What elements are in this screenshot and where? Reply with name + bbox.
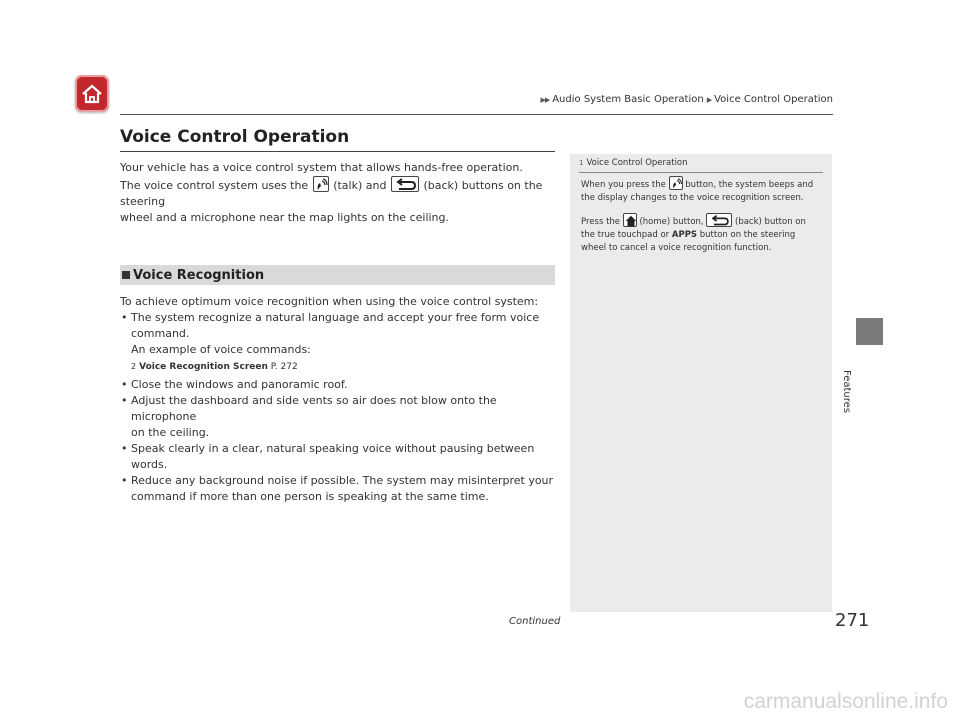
chapter-tab-label: Features (841, 370, 852, 413)
tips-list (120, 310, 555, 505)
bullet-icon: • (121, 311, 128, 324)
talk-button-icon (669, 176, 683, 190)
intro-paragraph: Your vehicle has a voice control system that allows hands-free operation. The voice control system uses the (talk) and (back) buttons on the steering wheel and a microphone near the map lights on the ceiling. (120, 161, 543, 224)
list-item: • Speak clearly in a clear, natural speaking voice without pausing between words. (121, 442, 535, 471)
home-glyph-icon (80, 82, 104, 106)
list-item: • Adjust the dashboard and side vents so air does not blow onto the microphone on the ceiling. (121, 394, 497, 439)
breadcrumb-arrow-icon: ▶▶ (540, 95, 550, 104)
breadcrumb-arrow-icon: ▶ (706, 95, 712, 104)
reference-arrow-icon: 2 (131, 362, 137, 371)
section-heading: Voice Recognition (120, 265, 555, 285)
list-item: • Close the windows and panoramic roof. (121, 378, 348, 391)
notes-body: When you press the button, the system beeps and the display changes to the voice recognition screen. Press the (home) button, (back) button on the true touchpad or APPS button on the steering wheel to cancel a voice recognition function. (579, 172, 823, 255)
notes-panel (570, 154, 832, 612)
bullet-icon: • (121, 442, 128, 455)
bullet-icon: • (121, 394, 128, 407)
back-button-icon (391, 176, 419, 192)
back-button-icon (706, 213, 732, 227)
page-number: 271 (835, 610, 870, 631)
breadcrumb-item[interactable]: Voice Control Operation (714, 94, 833, 105)
page-title: Voice Control Operation (120, 127, 555, 152)
continued-label: Continued (509, 616, 561, 627)
bullet-icon: • (121, 474, 128, 487)
apps-label: APPS (671, 230, 698, 240)
home-icon[interactable] (75, 75, 109, 112)
list-item: • Reduce any background noise if possible. The system may misinterpret your command if more than one person is speaking at the same time. (121, 474, 554, 503)
breadcrumb-item[interactable]: Audio System Basic Operation (552, 94, 704, 105)
list-item: • The system recognize a natural language and accept your free form voice command. An example of voice commands: 2 Voice Recognition Screen P. 272 (120, 310, 555, 375)
notes-title: 1 Voice Control Operation (579, 158, 688, 168)
talk-button-icon (313, 176, 329, 192)
square-bullet-icon (122, 271, 130, 279)
chapter-tab[interactable] (856, 318, 883, 345)
header-divider (120, 114, 833, 115)
note-marker-icon: 1 (579, 159, 584, 167)
home-button-icon (623, 213, 637, 227)
section-lead: To achieve optimum voice recognition when using the voice control system: (120, 295, 539, 308)
main-content (120, 127, 555, 505)
watermark: carmanualsonline.info (743, 690, 948, 713)
cross-reference-link[interactable]: 2 Voice Recognition Screen P. 272 (131, 362, 298, 372)
breadcrumb (540, 94, 833, 105)
bullet-icon: • (121, 378, 128, 391)
